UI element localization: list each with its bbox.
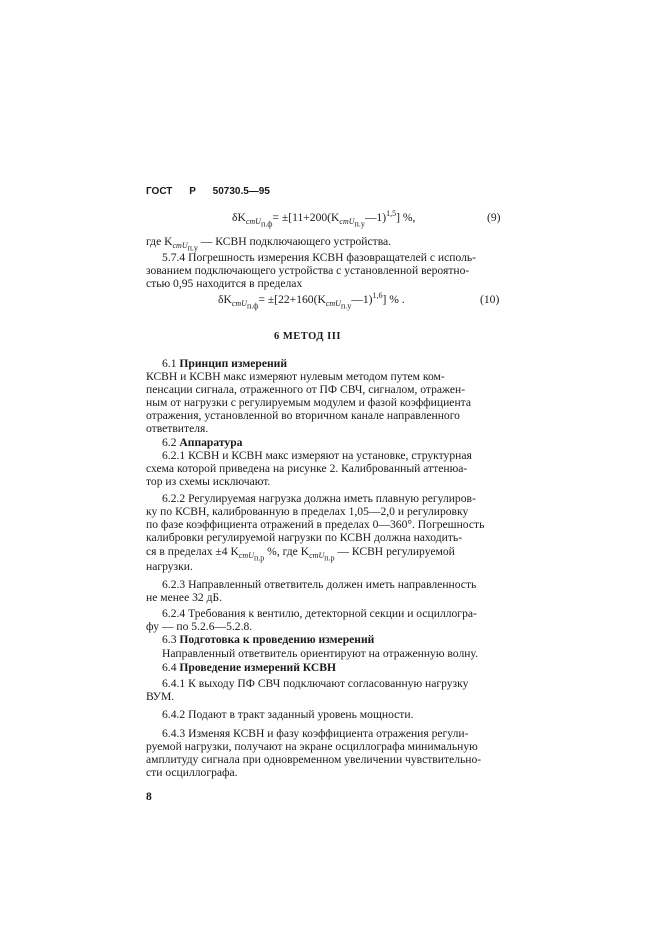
s623-line-2: не менее 32 дБ. [146, 591, 223, 604]
section-title: 6 МЕТОД III [274, 331, 341, 342]
s622-line-3: по фазе коэффициента отражений в пределах 0—360°. Погрешность [146, 518, 485, 531]
formula-10: $\delta K_{стU_{п.ф}}=$ $\pm[22+160(K_{стU_{п.у}}—1)^{1,6}]$ % . [218, 291, 405, 311]
s61-line-5: ответвителя. [146, 422, 209, 435]
p574-line-1: 5.7.4 Погрешность измерения КСВН фазовращателей с исполь- [162, 251, 477, 264]
s622-line-5: ся в пределах ±4 $K_{стU_{п.р}}$ %, где $K_{стU_{п.р}}$ — КСВН регулируемой [146, 545, 455, 563]
s643-line-4: сти осциллографа. [146, 766, 238, 779]
where-line: где $K_{стU_{п.у}}$ — КСВН подключающего устройства. [146, 235, 392, 253]
s621-line-3: тор из схемы исключают. [146, 475, 271, 488]
s643-line-2: руемой нагрузки, получают на экране осциллографа минимальную [146, 740, 478, 753]
header-gost: ГОСТ [146, 186, 173, 197]
header-r: Р [189, 186, 196, 197]
s641-line-2: ВУМ. [146, 690, 175, 703]
s621-line-1: 6.2.1 КСВН и КСВН макс измеряют на установке, структурная [162, 449, 472, 462]
s623-line-1: 6.2.3 Направленный ответвитель должен иметь направленность [162, 578, 477, 591]
s642-line: 6.4.2 Подают в тракт заданный уровень мощности. [162, 708, 414, 721]
p574-line-2: зованием подключающего устройства с установленной вероятно- [146, 264, 470, 277]
s622-tail: нагрузки. [146, 560, 193, 573]
document-header [146, 186, 270, 197]
page-number: 8 [146, 790, 152, 803]
s643-line-1: 6.4.3 Изменяя КСВН и фазу коэффициента отражения регули- [162, 727, 469, 740]
header-number: 50730.5—95 [212, 186, 270, 197]
s61-heading: 6.1 Принцип измерений [162, 357, 288, 370]
s621-line-2: схема которой приведена на рисунке 2. Калиброванный аттенюа- [146, 462, 468, 475]
s61-line-4: отражения, установленной во вторичном канале направленного [146, 409, 460, 422]
formula-9: $\delta K_{стU_{п.ф}}=$ $\pm[11+200(K_{стU_{п.у}}—1)^{1,5}]$ %, [232, 209, 416, 229]
s622-line-2: ку по КСВН, калиброванную в пределах 1,05—2,0 и регулировку [146, 505, 469, 518]
s61-line-3: ным от нагрузки с регулируемым модулем и фазой коэффициента [146, 396, 472, 409]
s61-line-2: пенсации сигнала, отраженного от ПФ СВЧ, сигналом, отражен- [146, 383, 466, 396]
s62-heading: 6.2 Аппаратура [162, 436, 243, 449]
formula-10-number: (10) [480, 293, 500, 306]
s624-line-1: 6.2.4 Требования к вентилю, детекторной секции и осциллогра- [162, 607, 477, 620]
s622-line-1: 6.2.2 Регулируемая нагрузка должна иметь плавную регулиров- [162, 492, 476, 505]
p574-line-3: стью 0,95 находится в пределах [146, 277, 303, 290]
s624-line-2: фу — по 5.2.6—5.2.8. [146, 620, 253, 633]
s64-heading: 6.4 Проведение измерений КСВН [162, 661, 337, 674]
s63-line: Направленный ответвитель ориентируют на отраженную волну. [162, 647, 478, 660]
s61-line-1: КСВН и КСВН макс измеряют нулевым методом путем ком- [146, 370, 445, 383]
s643-line-3: амплитуду сигнала при одновременном увеличении чувствительно- [146, 753, 482, 766]
formula-9-number: (9) [487, 211, 501, 224]
s641-line-1: 6.4.1 К выходу ПФ СВЧ подключают согласованную нагрузку [162, 677, 469, 690]
s622-line-4: калибровки регулируемой нагрузки по КСВН должна находить- [146, 531, 463, 544]
s63-heading: 6.3 Подготовка к проведению измерений [162, 633, 375, 646]
